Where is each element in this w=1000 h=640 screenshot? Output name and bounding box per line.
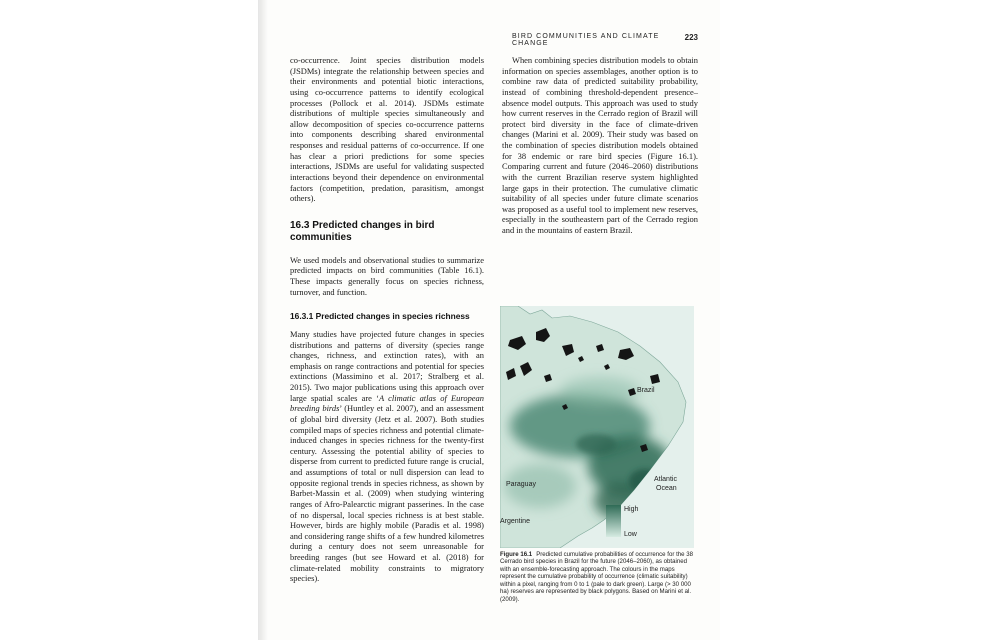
subsection-heading: 16.3.1 Predicted changes in species richness — [290, 311, 470, 322]
figure-caption — [500, 551, 696, 603]
paragraph-summary: We used models and observational studies to summarize predicted impacts on bird communities (Table 16.1). These impacts generally focus on species richness, turnover, and function. — [290, 254, 484, 297]
label-ocean: Ocean — [656, 485, 677, 492]
label-paraguay: Paraguay — [506, 481, 536, 488]
paragraph-richness — [290, 329, 484, 584]
paragraph-cerrado: When combining species distribution models to obtain information on species assemblages, another option is to combine raw data of predicted suitability probability, instead of combining threshold-dependent presence–absence model outputs. This approach was used to study how current reserves in the Cerrado region of Brazil will protect bird diversity in the face of climate-driven changes (Marini et al. 2009). Their study was based on the combination of species distribution models obtained for 38 endemic or rare bird species (Figure 16.1). Comparing current and future (2046–2060) distributions with the current Brazilian reserve system highlighted large gaps in their protection. The cumulative climatic suitability of all species under future climate scenarios was proposed as a useful tool to implement new reserves, especially in the southeastern part of the Cerrado region and in the mountains of eastern Brazil. — [502, 55, 698, 235]
legend-low: Low — [624, 531, 637, 538]
richness-text-b: ’ (Huntley et al. 2007), and an assessment of global bird diversity (Jetz et al. 2007). Both studies compiled maps of species richness and potential climate-induced changes in species richness for the twenty-first century. Assessing the potential ability of species to disperse from current to predicted future range is crucial, and assumptions of total or null dispersion can lead to opposite regional trends in species richness, as shown by Barbet-Massin et al. (2009) when studying wintering ranges of Afro-Palearctic migrant passerines. In the case of no dispersal, local species richness is at best stable. However, birds are highly mobile (Paradis et al. 1998) and considering range shifts of a few hundred kilometres during a century does not seem unreasonable for breeding ranges (but see Howard et al. (2018) for climate-related mobility constraints to migratory species). — [290, 403, 484, 584]
label-atlantic: Atlantic — [654, 476, 677, 483]
figure-map — [500, 306, 694, 548]
right-column — [502, 55, 698, 236]
legend-bar — [606, 505, 621, 537]
caption-text: Predicted cumulative probabilities of occurrence for the 38 Cerrado bird species in Brazil for the future (2046–2060), as obtained with an ensemble-forecasting approach. The colours in the maps represent the cumulative probability of occurrence (climatic suitability) within a pixel, ranging from 0 to 1 (pale to dark green). Large (> 30 000 ha) reserves are represented by black polygons. Based on Marini et al. (2009). — [500, 551, 694, 603]
section-heading: 16.3 Predicted changes in bird communities — [290, 219, 435, 244]
atlas-title: A climatic atlas of European breeding birds — [290, 392, 484, 414]
running-head-title: BIRD COMMUNITIES AND CLIMATE CHANGE — [512, 33, 660, 47]
left-column — [290, 55, 484, 584]
gutter-shadow — [258, 0, 268, 640]
richness-text-a: Many studies have projected future changes in species distributions and patterns of diversity (species range changes, richness, and extinction rates), with an emphasis on range contractions and potential for species extinctions (Massimino et al. 2017; Stralberg et al. 2015). Two major publications using this approach over large spatial scales are ‘ — [290, 328, 484, 403]
paragraph-jsdm: co-occurrence. Joint species distribution models (JSDMs) integrate the relationship between species and their environments and potential biotic interactions, using co-occurrence patterns to identify ecological processes (Pollock et al. 2014). JSDMs estimate distributions of multiple species simultaneously and allow decomposition of species co-occurrence patterns into components describing shared environmental responses and residual patterns of co-occurrence. If one has clear a priori predictions for some species interactions, JSDMs are useful for validating suspected interactions beyond their dependence on environmental factors (competition, predation, parasitism, amongst others). — [290, 55, 484, 204]
page-number: 223 — [684, 33, 698, 42]
legend-high: High — [624, 506, 639, 513]
label-argentine: Argentine — [500, 518, 530, 525]
suitability-map — [500, 306, 694, 548]
running-head — [512, 33, 698, 47]
caption-label: Figure 16.1 — [500, 551, 533, 558]
label-brazil: Brazil — [637, 387, 655, 394]
